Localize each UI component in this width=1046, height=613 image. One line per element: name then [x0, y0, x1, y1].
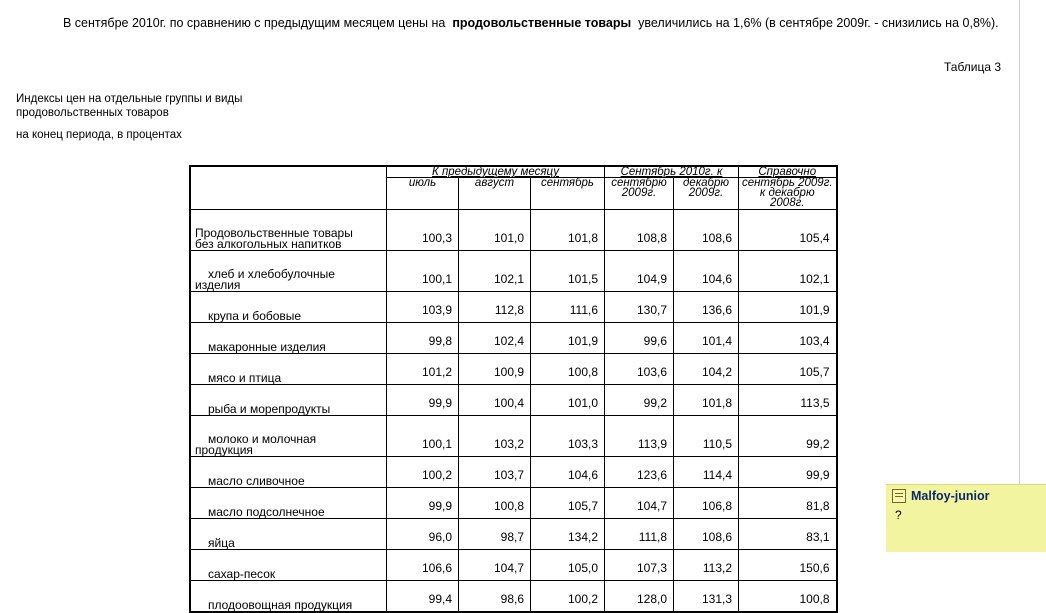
row-label: масло сливочное [190, 457, 387, 488]
note-icon [892, 489, 906, 503]
intro-text-bold: продовольственные товары [452, 16, 632, 30]
row-label: масло подсолнечное [190, 488, 387, 519]
row-value: 99,2 [605, 385, 674, 416]
row-value: 102,1 [459, 251, 531, 292]
row-value: 101,8 [674, 385, 739, 416]
table-number: Таблица 3 [944, 60, 1002, 74]
table-row [190, 416, 837, 457]
row-value: 110,5 [674, 416, 739, 457]
row-value: 96,0 [387, 519, 459, 550]
row-value: 101,9 [739, 292, 837, 323]
row-value: 150,6 [739, 550, 837, 581]
header-prev-month: К предыдущему месяцу [387, 166, 605, 178]
table-row [190, 210, 837, 251]
table-row [190, 251, 837, 292]
row-label: хлеб и хлебобулочные изделия [190, 251, 387, 292]
row-label: макаронные изделия [190, 323, 387, 354]
table-row [190, 581, 837, 613]
row-value: 100,2 [531, 581, 605, 613]
row-value: 108,8 [605, 210, 674, 251]
row-value: 103,3 [531, 416, 605, 457]
row-value: 104,7 [605, 488, 674, 519]
intro-paragraph [16, 15, 1006, 31]
table-row [190, 550, 837, 581]
intro-text-before: В сентябре 2010г. по сравнению с предыдущим месяцем цены на [63, 16, 449, 30]
row-label: сахар-песок [190, 550, 387, 581]
note-text: ? [895, 508, 902, 522]
row-value: 99,8 [387, 323, 459, 354]
caption-line-3: на конец периода, в процентах [16, 129, 182, 141]
row-value: 99,2 [739, 416, 837, 457]
row-value: 101,4 [674, 323, 739, 354]
price-index-table [189, 165, 838, 613]
right-edge-panel [1019, 0, 1046, 551]
row-value: 106,8 [674, 488, 739, 519]
row-value: 102,4 [459, 323, 531, 354]
row-value: 131,3 [674, 581, 739, 613]
table-row [190, 323, 837, 354]
row-value: 100,8 [531, 354, 605, 385]
row-value: 123,6 [605, 457, 674, 488]
row-value: 134,2 [531, 519, 605, 550]
header-september: сентябрь [531, 178, 605, 210]
row-value: 99,9 [387, 385, 459, 416]
row-value: 101,2 [387, 354, 459, 385]
row-value: 101,5 [531, 251, 605, 292]
row-value: 98,6 [459, 581, 531, 613]
row-value: 100,8 [739, 581, 837, 613]
header-sep2009: сентябрю 2009г. [605, 178, 674, 210]
row-value: 103,4 [739, 323, 837, 354]
row-value: 98,7 [459, 519, 531, 550]
row-value: 105,7 [531, 488, 605, 519]
row-value: 105,4 [739, 210, 837, 251]
row-value: 99,9 [387, 488, 459, 519]
row-value: 111,6 [531, 292, 605, 323]
row-value: 107,3 [605, 550, 674, 581]
row-label: молоко и молочная продукция [190, 416, 387, 457]
row-value: 104,7 [459, 550, 531, 581]
row-value: 81,8 [739, 488, 837, 519]
note-header [886, 485, 1046, 503]
row-value: 106,6 [387, 550, 459, 581]
row-value: 83,1 [739, 519, 837, 550]
row-value: 103,6 [605, 354, 674, 385]
row-value: 103,2 [459, 416, 531, 457]
row-value: 104,6 [531, 457, 605, 488]
caption-line-1: Индексы цен на отдельные группы и виды [16, 93, 243, 105]
header-blank-cell [190, 166, 387, 210]
row-value: 108,6 [674, 210, 739, 251]
header-dec2009: декабрю 2009г. [674, 178, 739, 210]
header-reference: Справочно [739, 166, 837, 178]
intro-text-after: увеличились на 1,6% (в сентябре 2009г. - снизились на 0,8%). [634, 16, 999, 30]
table-row [190, 519, 837, 550]
table-row [190, 488, 837, 519]
row-value: 104,6 [674, 251, 739, 292]
row-value: 100,9 [459, 354, 531, 385]
note-author: Malfoy-junior [911, 489, 990, 503]
table-row [190, 354, 837, 385]
table-row [190, 292, 837, 323]
row-value: 99,9 [739, 457, 837, 488]
header-july: июль [387, 178, 459, 210]
row-value: 105,7 [739, 354, 837, 385]
row-label: рыба и морепродукты [190, 385, 387, 416]
row-value: 128,0 [605, 581, 674, 613]
row-value: 113,2 [674, 550, 739, 581]
row-value: 105,0 [531, 550, 605, 581]
header-ref-sub: сентябрь 2009г. к декабрю 2008г. [739, 178, 837, 210]
row-value: 101,0 [531, 385, 605, 416]
row-value: 130,7 [605, 292, 674, 323]
row-value: 100,3 [387, 210, 459, 251]
row-value: 104,9 [605, 251, 674, 292]
comment-note[interactable] [886, 484, 1046, 552]
row-value: 113,5 [739, 385, 837, 416]
row-value: 101,8 [531, 210, 605, 251]
row-value: 136,6 [674, 292, 739, 323]
row-label: мясо и птица [190, 354, 387, 385]
header-august: август [459, 178, 531, 210]
row-value: 112,8 [459, 292, 531, 323]
row-value: 113,9 [605, 416, 674, 457]
row-value: 104,2 [674, 354, 739, 385]
row-value: 103,9 [387, 292, 459, 323]
row-value: 99,6 [605, 323, 674, 354]
header-sep2010: Сентябрь 2010г. к [605, 166, 739, 178]
row-value: 99,4 [387, 581, 459, 613]
row-label: плодоовощная продукция [190, 581, 387, 613]
row-label: яйца [190, 519, 387, 550]
row-value: 100,4 [459, 385, 531, 416]
row-value: 101,9 [531, 323, 605, 354]
row-value: 100,1 [387, 416, 459, 457]
row-value: 102,1 [739, 251, 837, 292]
row-value: 108,6 [674, 519, 739, 550]
table-row [190, 385, 837, 416]
caption-line-2: продовольственных товаров [16, 107, 169, 119]
row-value: 111,8 [605, 519, 674, 550]
row-label: крупа и бобовые [190, 292, 387, 323]
row-value: 100,1 [387, 251, 459, 292]
row-value: 103,7 [459, 457, 531, 488]
row-label: Продовольственные товары без алкогольных напитков [190, 210, 387, 251]
row-value: 101,0 [459, 210, 531, 251]
row-value: 100,2 [387, 457, 459, 488]
row-value: 114,4 [674, 457, 739, 488]
row-value: 100,8 [459, 488, 531, 519]
table-row [190, 457, 837, 488]
